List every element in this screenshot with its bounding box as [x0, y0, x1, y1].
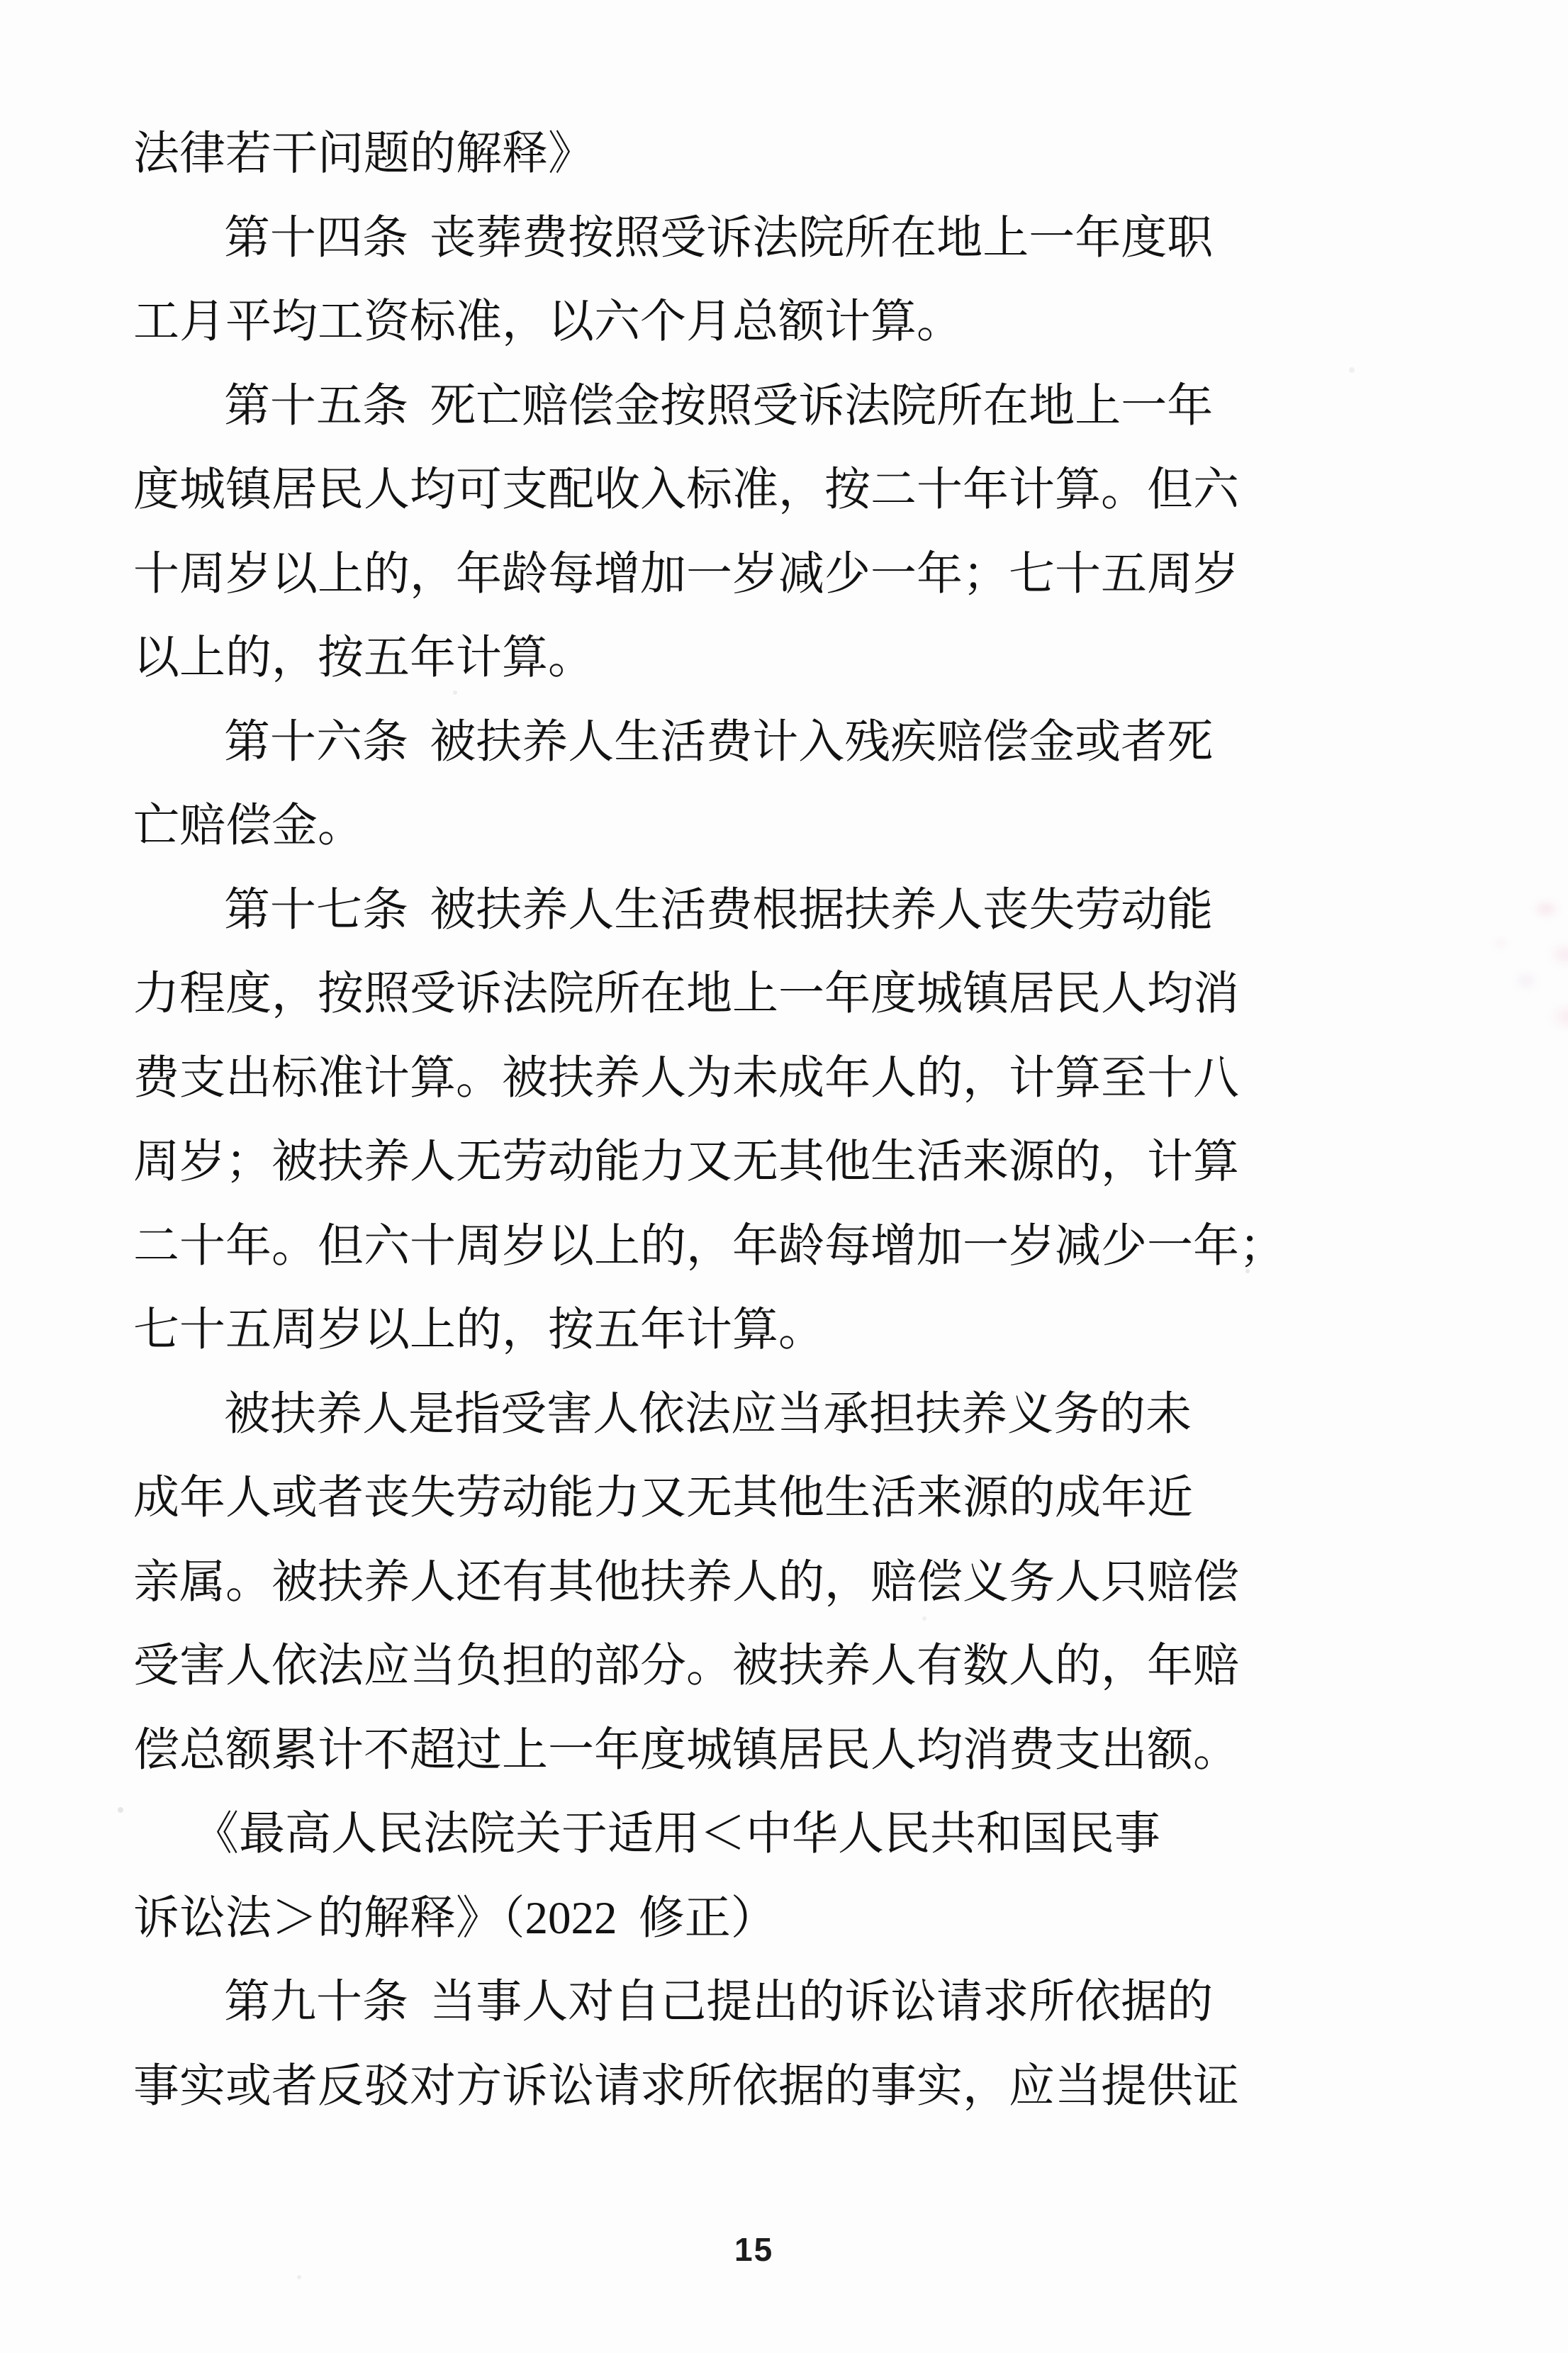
text-line-24: 事实或者反驳对方诉讼请求所依据的事实，应当提供证 — [133, 2060, 1240, 2112]
text-line-11: 力程度，按照受诉法院所在地上一年度城镇居民人均消 — [133, 968, 1240, 1019]
text-line-9: 亡赔偿金。 — [133, 800, 364, 851]
text-line-6: 十周岁以上的，年龄每增加一岁减少一年；七十五周岁 — [133, 548, 1240, 600]
text-line-8: 第十六条 被扶养人生活费计入残疾赔偿金或者死 — [224, 716, 1214, 768]
text-line-21: 《最高人民法院关于适用＜中华人民共和国民事 — [193, 1809, 1161, 1860]
document-text-block — [133, 112, 1286, 2128]
text-line-14: 二十年。但六十周岁以上的，年龄每增加一岁减少一年； — [133, 1220, 1286, 1272]
text-line-16: 被扶养人是指受害人依法应当承担扶养义务的未 — [224, 1388, 1192, 1440]
text-line-12: 费支出标准计算。被扶养人为未成年人的，计算至十八 — [133, 1052, 1240, 1104]
text-line-15: 七十五周岁以上的，按五年计算。 — [133, 1304, 825, 1356]
text-line-7: 以上的，按五年计算。 — [133, 632, 595, 683]
text-line-19: 受害人依法应当负担的部分。被扶养人有数人的，年赔 — [133, 1641, 1240, 1692]
text-line-1: 法律若干问题的解释》 — [133, 128, 595, 179]
page-number: 15 — [734, 2231, 774, 2268]
scan-speckles — [0, 0, 3, 3]
text-line-3: 工月平均工资标准，以六个月总额计算。 — [133, 296, 963, 347]
text-line-13: 周岁；被扶养人无劳动能力又无其他生活来源的，计算 — [133, 1136, 1240, 1187]
text-line-10: 第十七条 被扶养人生活费根据扶养人丧失劳动能 — [224, 884, 1214, 936]
text-line-20: 偿总额累计不超过上一年度城镇居民人均消费支出额。 — [133, 1724, 1240, 1776]
text-line-22: 诉讼法＞的解释》（2022 修正） — [133, 1892, 777, 1944]
text-line-2: 第十四条 丧葬费按照受诉法院所在地上一年度职 — [224, 212, 1214, 264]
text-line-18: 亲属。被扶养人还有其他扶养人的，赔偿义务人只赔偿 — [133, 1556, 1240, 1608]
text-line-23: 第九十条 当事人对自己提出的诉讼请求所依据的 — [224, 1977, 1214, 2028]
text-line-17: 成年人或者丧失劳动能力又无其他生活来源的成年近 — [133, 1472, 1194, 1524]
text-line-5: 度城镇居民人均可支配收入标准，按二十年计算。但六 — [133, 464, 1240, 515]
text-line-4: 第十五条 死亡赔偿金按照受诉法院所在地上一年 — [224, 380, 1214, 432]
ink-bleed-smudge — [1444, 886, 1568, 1049]
